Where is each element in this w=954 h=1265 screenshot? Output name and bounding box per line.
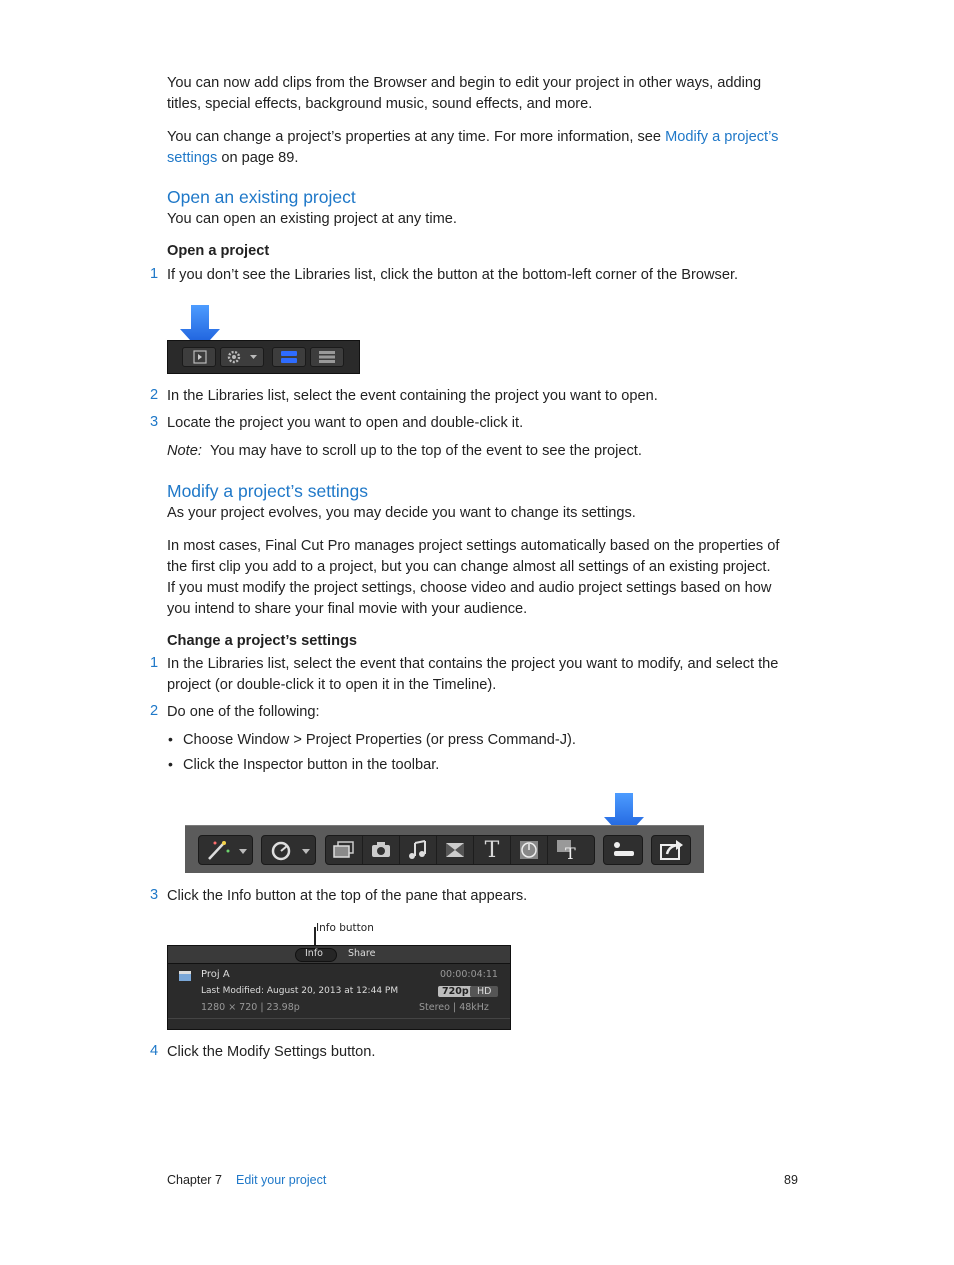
magic-wand-icon (203, 837, 253, 863)
libraries-list-button[interactable] (182, 347, 216, 367)
audio-format: Stereo | 48kHz (419, 1002, 489, 1013)
open-task-title: Open a project (167, 243, 270, 259)
info-button-callout: Info button (316, 922, 374, 934)
browser-bottom-toolbar (167, 340, 360, 374)
share-tab[interactable]: Share (348, 948, 376, 959)
sidebar-toggle-icon (193, 350, 207, 364)
modify-step-1-line: project (or double-click it to open it in the Timeline). (167, 677, 497, 693)
themes-icon (556, 839, 578, 861)
modify-paragraph-line: In most cases, Final Cut Pro manages project settings automatically based on the properties of (167, 538, 780, 554)
step-number: 4 (150, 1043, 159, 1059)
music-button[interactable] (400, 836, 437, 864)
modify-step-3: Click the Info button at the top of the pane that appears. (167, 888, 528, 904)
retime-icon (266, 837, 316, 863)
retime-button[interactable] (261, 835, 316, 865)
modify-paragraph-line: the first clip you add to a project, but you can change almost all settings of an existing project. (167, 559, 771, 575)
modify-section-heading: Modify a project’s settings (167, 481, 369, 501)
panel-divider (168, 1018, 510, 1019)
media-browsers-group (325, 835, 595, 865)
intro-paragraph-2 (167, 127, 797, 169)
clapperboard-icon (178, 970, 192, 982)
modify-paragraph (167, 536, 807, 620)
list-view-icon (317, 350, 337, 364)
share-button[interactable] (651, 835, 691, 865)
inspector-icon (611, 838, 637, 862)
project-name: Proj A (201, 969, 230, 980)
media-browser-button[interactable] (326, 836, 363, 864)
svg-text:T: T (564, 844, 576, 861)
modify-step-1-line: In the Libraries list, select the event that contains the project you want to modify, and select the (167, 656, 779, 672)
footer-chapter-title[interactable]: Edit your project (236, 1173, 327, 1187)
bullet-dot: • (168, 731, 173, 747)
step-number: 3 (150, 887, 159, 903)
open-step-3: Locate the project you want to open and double-click it. (167, 415, 524, 431)
intro-p2-text: You can change a project’s properties at any time. For more information, see (167, 129, 666, 145)
inspector-button[interactable] (603, 835, 643, 865)
page-number: 89 (784, 1173, 798, 1187)
filmstrip-view-button[interactable] (272, 347, 306, 367)
open-step-1: If you don’t see the Libraries list, click the button at the bottom-left corner of the Browser. (167, 267, 739, 283)
gear-icon (226, 349, 262, 365)
bullet-dot: • (168, 756, 173, 772)
step-number: 3 (150, 414, 159, 430)
title-t-icon: T (484, 837, 500, 863)
share-icon (659, 838, 685, 862)
generators-icon (518, 839, 540, 861)
modify-task-title: Change a project’s settings (167, 633, 358, 649)
filmstrip-stack-icon (333, 841, 355, 859)
note-text: You may have to scroll up to the top of the event to see the project. (210, 443, 642, 459)
transitions-icon (444, 841, 466, 859)
modify-paragraph-line: If you must modify the project settings, choose video and audio project settings based on how (167, 580, 772, 596)
step-number: 2 (150, 703, 159, 719)
hd-badge: HD (470, 986, 498, 997)
open-section-desc: You can open an existing project at any time. (167, 211, 457, 227)
enhancements-button[interactable] (198, 835, 253, 865)
open-section-heading: Open an existing project (167, 187, 356, 207)
list-view-button[interactable] (310, 347, 344, 367)
modify-settings-link[interactable]: Modify a project’s (665, 129, 779, 145)
modify-step-1 (167, 654, 807, 696)
modify-section-desc: As your project evolves, you may decide you want to change its settings. (167, 505, 636, 521)
modify-step-2: Do one of the following: (167, 704, 320, 720)
photos-button[interactable] (363, 836, 400, 864)
open-step-2: In the Libraries list, select the event containing the project you want to open. (167, 388, 658, 404)
inspector-tab-bar (168, 946, 510, 964)
titles-button[interactable] (474, 836, 511, 864)
modify-paragraph-line: you intend to share your final movie with your audience. (167, 601, 528, 617)
footer-chapter: Chapter 7 (167, 1173, 222, 1187)
themes-button[interactable] (548, 836, 585, 864)
camera-icon (370, 841, 392, 859)
resolution-badge: 720p (438, 986, 473, 997)
transitions-button[interactable] (437, 836, 474, 864)
open-note (167, 441, 642, 462)
intro-p2-post: on page 89. (217, 150, 299, 166)
project-info-panel (167, 945, 511, 1030)
project-timecode: 00:00:04:11 (440, 969, 498, 980)
music-note-icon (407, 840, 429, 860)
filmstrip-icon (279, 350, 299, 364)
step-number: 2 (150, 387, 159, 403)
intro-paragraph-1: You can now add clips from the Browser and begin to edit your project in other ways, adding titles, special effects, background music, sound effects, and more. (167, 75, 762, 112)
note-label: Note: (167, 443, 202, 459)
modify-settings-link-cont[interactable]: settings (167, 150, 218, 166)
main-toolbar (185, 825, 704, 873)
step-number: 1 (150, 266, 159, 282)
action-menu-button[interactable] (220, 347, 264, 367)
bullet-item: Choose Window > Project Properties (or press Command-J). (183, 732, 576, 748)
bullet-item: Click the Inspector button in the toolbar. (183, 757, 440, 773)
generators-button[interactable] (511, 836, 548, 864)
modify-step-4: Click the Modify Settings button. (167, 1044, 376, 1060)
info-tab[interactable]: Info (305, 948, 323, 959)
step-number: 1 (150, 655, 159, 671)
video-format: 1280 × 720 | 23.98p (201, 1002, 300, 1013)
last-modified: Last Modified: August 20, 2013 at 12:44 PM (201, 986, 399, 996)
